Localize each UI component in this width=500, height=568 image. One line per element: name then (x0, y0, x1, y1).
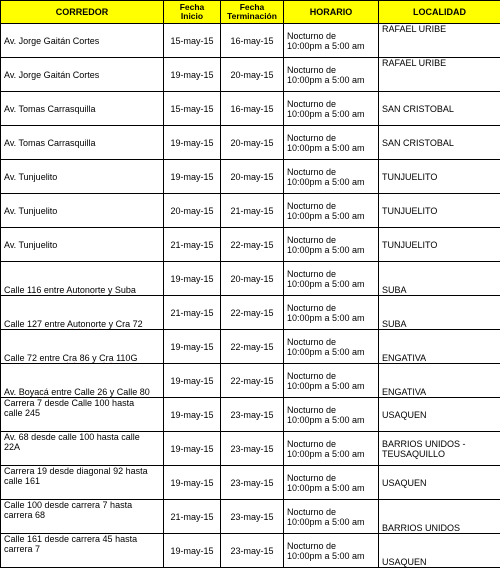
cell-fecha-terminacion: 23-may-15 (221, 534, 284, 568)
spellcheck-flagged-word: Boyacá (19, 387, 49, 397)
localidad-line: USAQUEN (382, 557, 427, 567)
horario-line: Nocturno de (287, 65, 336, 75)
cell-corredor (1, 500, 164, 534)
horario-line: 10:00pm a 5:00 am (287, 517, 365, 527)
cell-fecha-inicio: 21-may-15 (164, 296, 221, 330)
cell-fecha-terminacion: 21-may-15 (221, 194, 284, 228)
cell-horario (284, 228, 379, 262)
cell-fecha-terminacion: 16-may-15 (221, 92, 284, 126)
cell-corredor (1, 364, 164, 398)
cell-fecha-terminacion: 22-may-15 (221, 228, 284, 262)
cell-fecha-terminacion: 20-may-15 (221, 126, 284, 160)
localidad-line: SUBA (382, 285, 407, 295)
header-corredor: CORREDOR (1, 1, 164, 24)
cell-corredor (1, 24, 164, 58)
horario-line: 10:00pm a 5:00 am (287, 177, 365, 187)
table-row (1, 58, 500, 92)
spellcheck-flagged-word: Autonorte (66, 285, 105, 295)
header-fecha-inicio (164, 1, 221, 24)
cell-corredor (1, 296, 164, 330)
horario-line: 10:00pm a 5:00 am (287, 279, 365, 289)
header-horario: HORARIO (284, 1, 379, 24)
corredor-line: Av. Jorge Gaitán Cortes (4, 70, 99, 80)
table-row (1, 432, 500, 466)
cell-corredor (1, 330, 164, 364)
cell-fecha-inicio: 21-may-15 (164, 228, 221, 262)
table-row (1, 194, 500, 228)
table-row (1, 466, 500, 500)
horario-line: 10:00pm a 5:00 am (287, 347, 365, 357)
spellcheck-flagged-word: Autonorte (67, 319, 106, 329)
horario-line: 10:00pm a 5:00 am (287, 109, 365, 119)
horario-line: 10:00pm a 5:00 am (287, 483, 365, 493)
localidad-line: BARRIOS UNIDOS (382, 523, 460, 533)
horario-line: Nocturno de (287, 507, 336, 517)
cell-localidad (379, 330, 500, 364)
table-row (1, 24, 500, 58)
horario-line: 10:00pm a 5:00 am (287, 449, 365, 459)
cell-localidad (379, 194, 500, 228)
localidad-line: SUBA (382, 319, 407, 329)
header-fecha-terminacion-line-2: Terminación (227, 11, 277, 21)
cell-fecha-terminacion: 20-may-15 (221, 58, 284, 92)
cell-horario (284, 126, 379, 160)
cell-fecha-terminacion: 23-may-15 (221, 500, 284, 534)
cell-fecha-inicio: 21-may-15 (164, 500, 221, 534)
cell-localidad (379, 58, 500, 92)
corredor-line: Av. Tunjuelito (4, 206, 57, 216)
header-fecha-terminacion (221, 1, 284, 24)
corredor-line: Carrera 19 desde diagonal 92 hasta (4, 466, 148, 476)
table-row (1, 398, 500, 432)
cell-localidad (379, 160, 500, 194)
spellcheck-flagged-word: Cra (63, 353, 78, 363)
cell-horario (284, 194, 379, 228)
localidad-line: RAFAEL URIBE (382, 58, 446, 68)
header-row (1, 1, 500, 24)
table-row (1, 92, 500, 126)
cell-corredor (1, 194, 164, 228)
localidad-line: RAFAEL URIBE (382, 24, 446, 34)
horario-line: Nocturno de (287, 201, 336, 211)
localidad-line: TUNJUELITO (382, 240, 437, 250)
table-row (1, 364, 500, 398)
cell-horario (284, 160, 379, 194)
header-fecha-inicio-line-1: Fecha (180, 2, 205, 12)
cell-fecha-terminacion: 22-may-15 (221, 330, 284, 364)
localidad-line: SAN CRISTOBAL (382, 138, 454, 148)
cell-fecha-terminacion: 20-may-15 (221, 160, 284, 194)
cell-horario (284, 432, 379, 466)
cell-fecha-inicio: 19-may-15 (164, 364, 221, 398)
table-row (1, 126, 500, 160)
localidad-line: USAQUEN (382, 478, 427, 488)
cell-horario (284, 364, 379, 398)
cell-corredor (1, 432, 164, 466)
corredor-line: Av. Tunjuelito (4, 240, 57, 250)
cell-localidad (379, 398, 500, 432)
header-fecha-terminacion-line-1: Fecha (240, 2, 265, 12)
cell-localidad (379, 126, 500, 160)
cell-localidad (379, 364, 500, 398)
cell-fecha-terminacion: 23-may-15 (221, 398, 284, 432)
spellcheck-flagged-word: Cra (99, 353, 114, 363)
corredor-line: Av. Boyacá entre Calle 26 y Calle 80 (4, 387, 150, 397)
cell-localidad (379, 500, 500, 534)
cell-horario (284, 398, 379, 432)
horario-line: 10:00pm a 5:00 am (287, 211, 365, 221)
corredor-line: Av. Tunjuelito (4, 172, 57, 182)
cell-corredor (1, 262, 164, 296)
corredor-line: Av. Tomas Carrasquilla (4, 138, 96, 148)
cell-corredor (1, 398, 164, 432)
cell-corredor (1, 58, 164, 92)
horario-line: Nocturno de (287, 99, 336, 109)
table-row (1, 262, 500, 296)
corredor-line: Calle 116 entre Autonorte y Suba (4, 285, 136, 295)
horario-line: Nocturno de (287, 405, 336, 415)
corredor-line: Calle 100 desde carrera 7 hasta (4, 500, 132, 510)
localidad-line: BARRIOS UNIDOS - (382, 439, 466, 449)
corredor-line: Av. Tomas Carrasquilla (4, 104, 96, 114)
localidad-line: ENGATIVA (382, 353, 426, 363)
cell-fecha-inicio: 20-may-15 (164, 194, 221, 228)
cell-corredor (1, 92, 164, 126)
corredor-line: carrera 68 (4, 510, 45, 520)
cell-localidad (379, 92, 500, 126)
table-row (1, 330, 500, 364)
cell-horario (284, 24, 379, 58)
cell-horario (284, 296, 379, 330)
cell-corredor (1, 466, 164, 500)
cell-corredor (1, 534, 164, 568)
cell-corredor (1, 160, 164, 194)
cell-fecha-terminacion: 23-may-15 (221, 466, 284, 500)
localidad-line: USAQUEN (382, 410, 427, 420)
localidad-line: TUNJUELITO (382, 172, 437, 182)
cell-fecha-inicio: 19-may-15 (164, 126, 221, 160)
cell-fecha-terminacion: 16-may-15 (221, 24, 284, 58)
corredor-line: Calle 161 desde carrera 45 hasta (4, 534, 137, 544)
horario-line: Nocturno de (287, 371, 336, 381)
cell-fecha-inicio: 15-may-15 (164, 92, 221, 126)
cell-fecha-inicio: 19-may-15 (164, 160, 221, 194)
cell-corredor (1, 126, 164, 160)
cell-horario (284, 500, 379, 534)
cell-horario (284, 466, 379, 500)
table-row (1, 296, 500, 330)
cell-fecha-inicio: 19-may-15 (164, 466, 221, 500)
horario-line: 10:00pm a 5:00 am (287, 415, 365, 425)
cell-fecha-terminacion: 22-may-15 (221, 296, 284, 330)
localidad-line: TUNJUELITO (382, 206, 437, 216)
cell-fecha-inicio: 19-may-15 (164, 398, 221, 432)
corredor-line: calle 245 (4, 408, 40, 418)
cell-fecha-inicio: 19-may-15 (164, 58, 221, 92)
horario-line: 10:00pm a 5:00 am (287, 75, 365, 85)
horario-line: 10:00pm a 5:00 am (287, 313, 365, 323)
horario-line: Nocturno de (287, 473, 336, 483)
cell-fecha-inicio: 19-may-15 (164, 262, 221, 296)
cell-localidad (379, 296, 500, 330)
table-row (1, 160, 500, 194)
cell-localidad (379, 24, 500, 58)
cell-localidad (379, 534, 500, 568)
table-row (1, 500, 500, 534)
horario-line: 10:00pm a 5:00 am (287, 551, 365, 561)
cell-localidad (379, 262, 500, 296)
horario-line: 10:00pm a 5:00 am (287, 41, 365, 51)
corredor-line: calle 161 (4, 476, 40, 486)
corredor-line: carrera 7 (4, 544, 40, 554)
corredor-line: 22A (4, 442, 20, 452)
cell-horario (284, 330, 379, 364)
cell-fecha-terminacion: 22-may-15 (221, 364, 284, 398)
cell-horario (284, 58, 379, 92)
table-row (1, 228, 500, 262)
horario-line: 10:00pm a 5:00 am (287, 143, 365, 153)
cell-horario (284, 92, 379, 126)
header-localidad: LOCALIDAD (379, 1, 500, 24)
localidad-line: SAN CRISTOBAL (382, 104, 454, 114)
cell-fecha-inicio: 19-may-15 (164, 330, 221, 364)
horario-line: Nocturno de (287, 269, 336, 279)
horario-line: Nocturno de (287, 439, 336, 449)
horario-line: Nocturno de (287, 133, 336, 143)
cell-localidad (379, 228, 500, 262)
cell-fecha-inicio: 15-may-15 (164, 24, 221, 58)
horario-line: 10:00pm a 5:00 am (287, 381, 365, 391)
horario-line: Nocturno de (287, 303, 336, 313)
cell-fecha-inicio: 19-may-15 (164, 432, 221, 466)
cell-fecha-terminacion: 23-may-15 (221, 432, 284, 466)
horario-line: Nocturno de (287, 31, 336, 41)
horario-line: Nocturno de (287, 337, 336, 347)
localidad-line: ENGATIVA (382, 387, 426, 397)
corredor-line: Calle 127 entre Autonorte y Cra 72 (4, 319, 143, 329)
corredor-line: Calle 72 entre Cra 86 y Cra 110G (4, 353, 137, 363)
header-fecha-inicio-line-2: Inicio (181, 11, 203, 21)
cell-localidad (379, 466, 500, 500)
horario-line: Nocturno de (287, 541, 336, 551)
cell-horario (284, 534, 379, 568)
table-row (1, 534, 500, 568)
horario-line: Nocturno de (287, 235, 336, 245)
horario-line: Nocturno de (287, 167, 336, 177)
cell-corredor (1, 228, 164, 262)
localidad-line: TEUSAQUILLO (382, 449, 445, 459)
cell-fecha-terminacion: 20-may-15 (221, 262, 284, 296)
cell-horario (284, 262, 379, 296)
corredor-line: Carrera 7 desde Calle 100 hasta (4, 398, 134, 408)
corredor-line: Av. 68 desde calle 100 hasta calle (4, 432, 140, 442)
horario-line: 10:00pm a 5:00 am (287, 245, 365, 255)
corredor-line: Av. Jorge Gaitán Cortes (4, 36, 99, 46)
cell-fecha-inicio: 19-may-15 (164, 534, 221, 568)
cell-localidad (379, 432, 500, 466)
